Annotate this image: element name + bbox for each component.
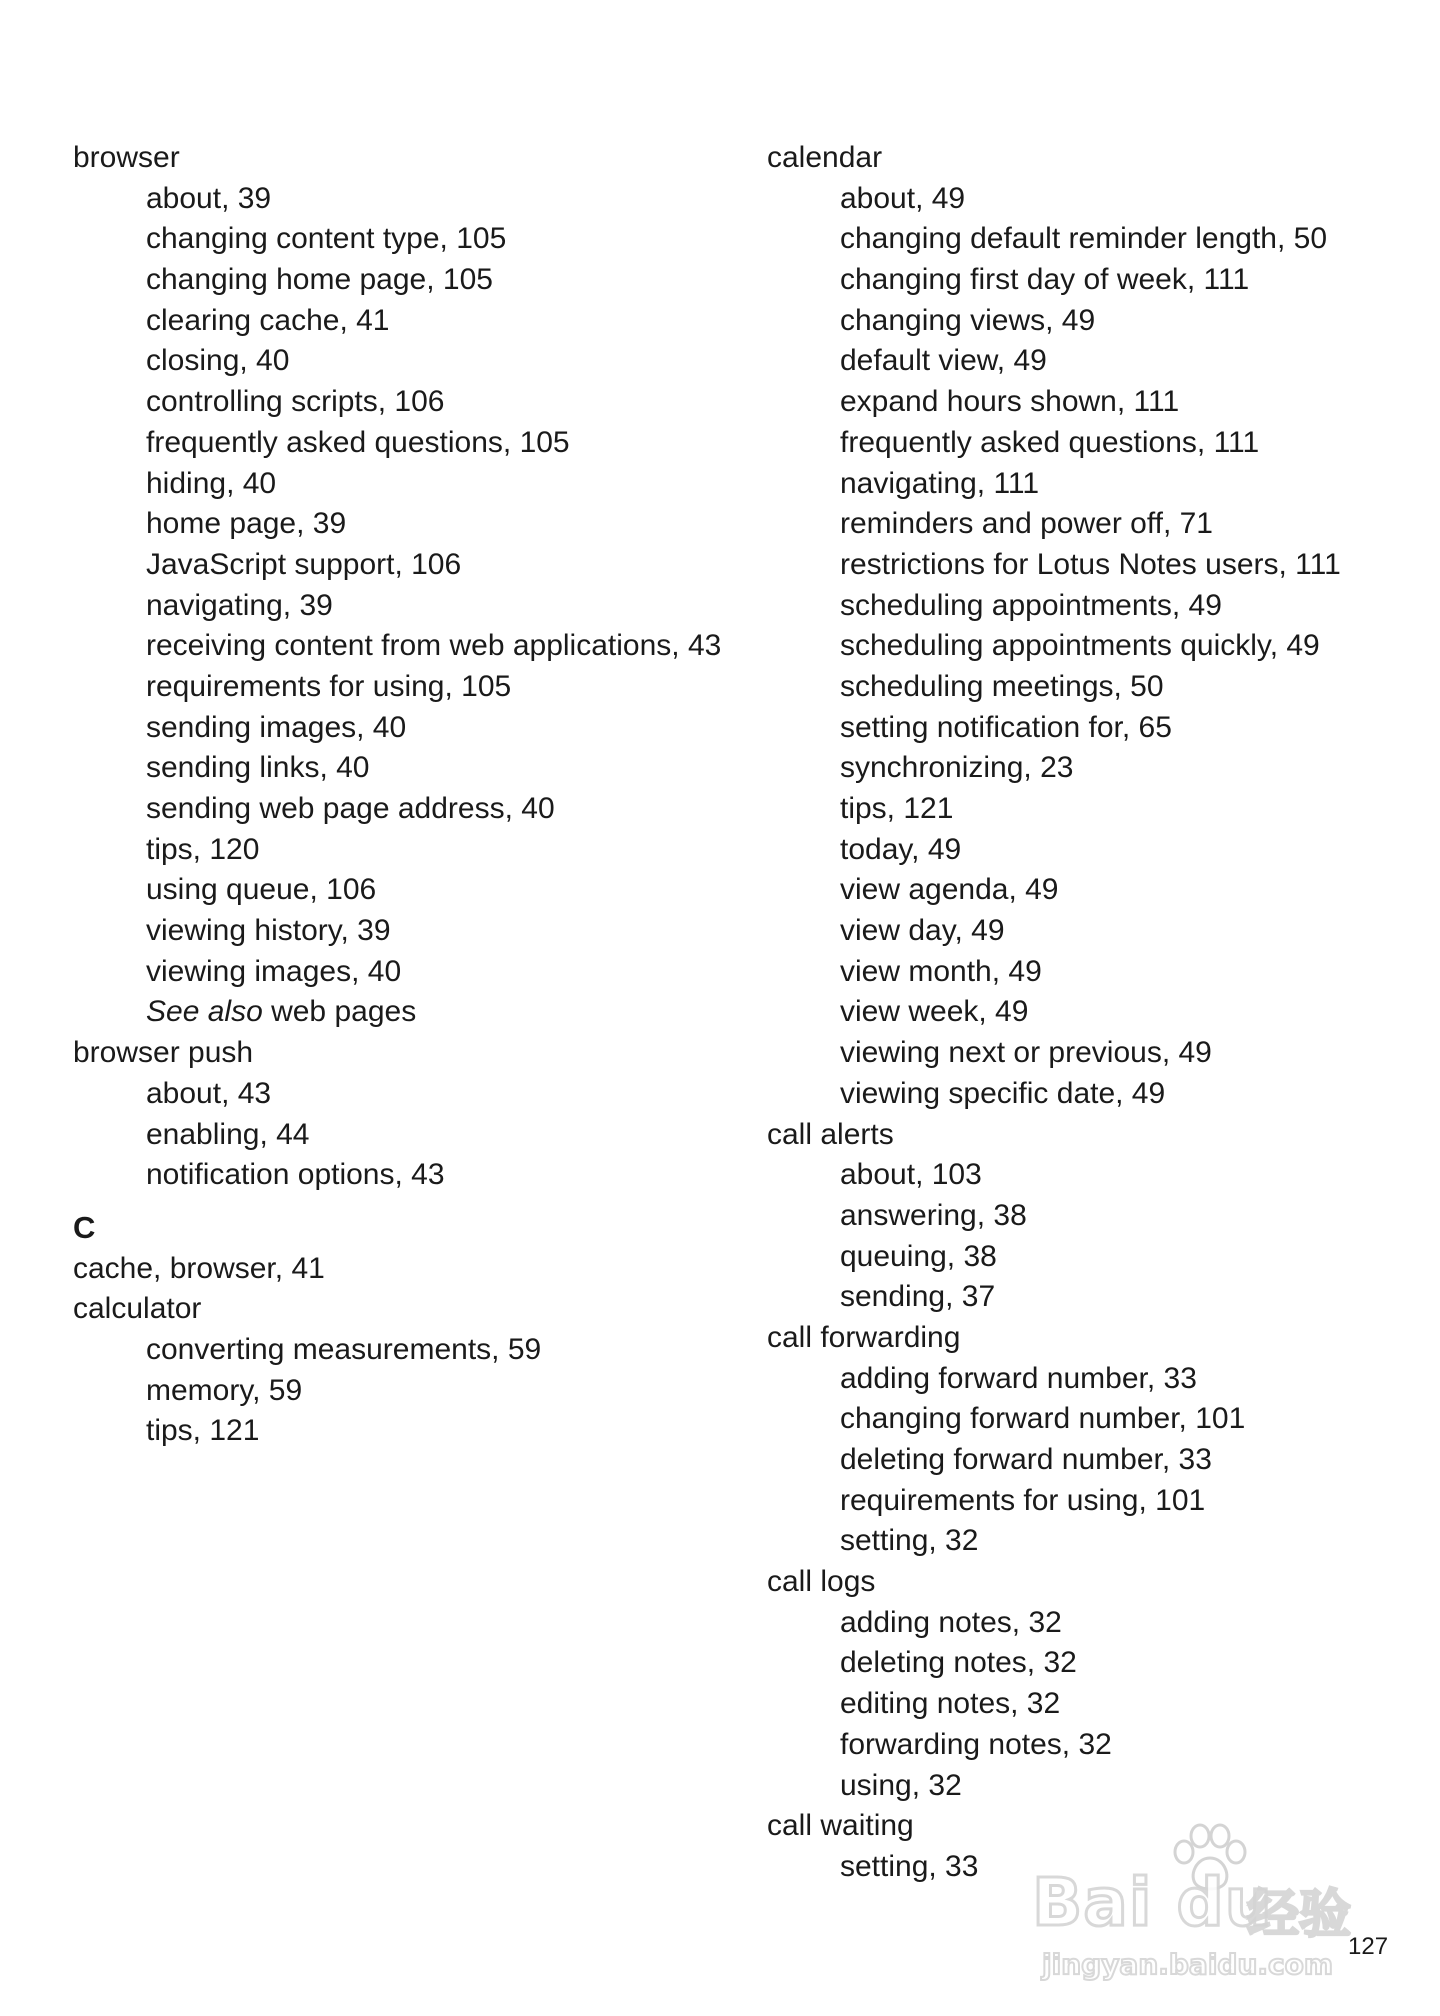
index-subentry: about, 43: [146, 1076, 272, 1110]
index-subentry: view day, 49: [840, 914, 1005, 948]
index-subentry: about, 103: [840, 1158, 982, 1192]
index-subentry: tips, 120: [146, 832, 260, 866]
watermark-chinese: 经验: [1247, 1885, 1352, 1945]
index-column-left: [73, 138, 722, 1452]
index-subentry: using queue, 106: [146, 873, 377, 907]
index-subentry: answering, 38: [840, 1198, 1027, 1232]
index-subentry: about, 49: [840, 181, 966, 215]
see-also-target: web pages: [262, 995, 417, 1029]
index-subentry: scheduling appointments quickly, 49: [840, 629, 1320, 663]
index-subentry: sending links, 40: [146, 751, 370, 785]
index-entry: browser push: [73, 1036, 254, 1070]
index-subentry: frequently asked questions, 111: [840, 425, 1260, 459]
index-subentry: editing notes, 32: [840, 1687, 1061, 1721]
index-subentry: tips, 121: [840, 792, 954, 825]
index-subentry: changing default reminder length, 50: [840, 222, 1328, 256]
index-subentry: view month, 49: [840, 954, 1042, 988]
index-subentry: viewing specific date, 49: [840, 1076, 1166, 1110]
index-subentry: default view, 49: [840, 344, 1047, 378]
index-subentry: scheduling meetings, 50: [840, 669, 1164, 703]
index-subentry: changing views, 49: [840, 303, 1096, 337]
index-subentry: tips, 121: [146, 1414, 260, 1448]
index-subentry: deleting forward number, 33: [840, 1443, 1212, 1476]
index-subentry: changing home page, 105: [146, 263, 493, 297]
index-entry: call waiting: [767, 1809, 914, 1843]
index-entry: calculator: [73, 1292, 202, 1326]
index-subentry: adding forward number, 33: [840, 1361, 1197, 1395]
index-subentry: navigating, 39: [146, 588, 333, 622]
index-subentry: adding notes, 32: [840, 1605, 1062, 1639]
index-subentry: sending web page address, 40: [146, 792, 555, 825]
index-entry: call logs: [767, 1565, 876, 1599]
index-letter-heading: C: [73, 1209, 96, 1245]
index-subentry: converting measurements, 59: [146, 1332, 542, 1366]
index-subentry: deleting notes, 32: [840, 1646, 1077, 1680]
index-subentry: notification options, 43: [146, 1158, 445, 1192]
index-subentry: frequently asked questions, 105: [146, 425, 570, 459]
index-subentry: sending, 37: [840, 1280, 996, 1314]
index-entry: call alerts: [767, 1117, 894, 1151]
index-subentry: changing forward number, 101: [840, 1402, 1246, 1436]
index-subentry: synchronizing, 23: [840, 751, 1074, 785]
index-subentry: expand hours shown, 111: [840, 385, 1180, 419]
index-subentry: restrictions for Lotus Notes users, 111: [840, 547, 1341, 581]
index-subentry: receiving content from web applications, 43: [146, 629, 722, 663]
index-subentry: viewing images, 40: [146, 954, 402, 988]
index-subentry: sending images, 40: [146, 710, 407, 744]
index-subentry: viewing history, 39: [146, 914, 391, 948]
index-subentry: viewing next or previous, 49: [840, 1036, 1212, 1070]
index-subentry: today, 49: [840, 832, 962, 866]
index-subentry: enabling, 44: [146, 1117, 310, 1151]
index-subentry: queuing, 38: [840, 1239, 997, 1273]
index-subentry: clearing cache, 41: [146, 303, 390, 337]
index-subentry: forwarding notes, 32: [840, 1727, 1112, 1761]
index-subentry: JavaScript support, 106: [146, 547, 462, 581]
index-subentry: changing first day of week, 111: [840, 263, 1250, 297]
baidu-jingyan-watermark: [1032, 1822, 1412, 2002]
index-subentry: reminders and power off, 71: [840, 507, 1213, 541]
index-subentry: closing, 40: [146, 344, 290, 378]
index-entry: cache, browser, 41: [73, 1251, 325, 1285]
index-column-right: [767, 138, 1387, 1888]
index-subentry: requirements for using, 101: [840, 1483, 1206, 1517]
index-entry: browser: [73, 141, 180, 174]
index-subentry: view agenda, 49: [840, 873, 1059, 907]
index-subentry: [73, 992, 693, 1033]
index-subentry: setting, 32: [840, 1524, 979, 1558]
index-subentry: navigating, 111: [840, 466, 1040, 500]
page-number: 127: [1348, 1933, 1389, 1960]
index-subentry: setting, 33: [840, 1849, 979, 1883]
index-subentry: about, 39: [146, 181, 272, 215]
watermark-brand: Bai du: [1032, 1864, 1273, 1941]
index-subentry: setting notification for, 65: [840, 710, 1172, 744]
index-subentry: scheduling appointments, 49: [840, 588, 1222, 622]
index-subentry: memory, 59: [146, 1373, 303, 1407]
index-subentry: hiding, 40: [146, 466, 277, 500]
index-subentry: controlling scripts, 106: [146, 385, 445, 419]
watermark-url: jingyan.baidu.com: [1042, 1948, 1334, 1981]
index-entry: call forwarding: [767, 1320, 961, 1354]
index-subentry: changing content type, 105: [146, 222, 507, 256]
index-subentry: home page, 39: [146, 507, 347, 541]
see-also-label: See also: [146, 995, 263, 1029]
index-subentry: view week, 49: [840, 995, 1029, 1029]
index-entry: calendar: [767, 141, 883, 174]
index-subentry: using, 32: [840, 1768, 962, 1802]
index-subentry: requirements for using, 105: [146, 669, 512, 703]
